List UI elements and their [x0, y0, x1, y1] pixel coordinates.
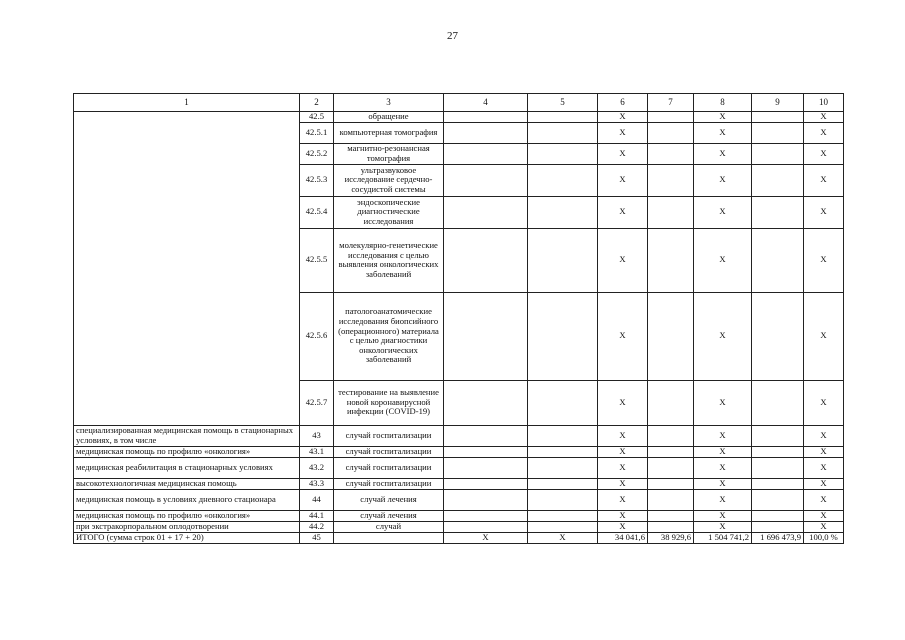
- unit-cell: магнитно-резонансная томография: [334, 143, 444, 164]
- unit-cell: случай: [334, 521, 444, 532]
- value-cell: X: [694, 196, 752, 228]
- table-row: [74, 457, 844, 478]
- value-cell: X: [694, 292, 752, 380]
- value-cell: X: [598, 457, 648, 478]
- value-cell: [444, 446, 528, 457]
- header-row: [74, 94, 844, 112]
- row-label-cell: медицинская помощь по профилю «онкология»: [74, 446, 300, 457]
- row-code-cell: 42.5: [300, 112, 334, 123]
- value-cell: 34 041,6: [598, 532, 648, 543]
- value-cell: [528, 425, 598, 446]
- financial-report-table: [73, 93, 844, 544]
- row-code-cell: 42.5.7: [300, 380, 334, 425]
- row-code-cell: 43.3: [300, 478, 334, 489]
- unit-cell: компьютерная томография: [334, 122, 444, 143]
- table-row: [74, 112, 844, 123]
- unit-cell: случай госпитализации: [334, 446, 444, 457]
- value-cell: [528, 446, 598, 457]
- header-cell: 1: [74, 94, 300, 112]
- value-cell: [752, 228, 804, 292]
- value-cell: [648, 143, 694, 164]
- value-cell: X: [804, 228, 844, 292]
- value-cell: [648, 112, 694, 123]
- value-cell: X: [694, 457, 752, 478]
- value-cell: [528, 228, 598, 292]
- value-cell: X: [694, 228, 752, 292]
- row-code-cell: 42.5.1: [300, 122, 334, 143]
- value-cell: X: [804, 112, 844, 123]
- value-cell: X: [804, 446, 844, 457]
- value-cell: 1 504 741,2: [694, 532, 752, 543]
- table-row: [74, 425, 844, 446]
- unit-cell: обращение: [334, 112, 444, 123]
- value-cell: X: [804, 521, 844, 532]
- value-cell: [444, 380, 528, 425]
- value-cell: [752, 292, 804, 380]
- value-cell: X: [694, 521, 752, 532]
- value-cell: X: [598, 196, 648, 228]
- value-cell: [648, 489, 694, 510]
- unit-cell: случай госпитализации: [334, 425, 444, 446]
- value-cell: [528, 122, 598, 143]
- value-cell: [444, 164, 528, 196]
- value-cell: X: [598, 510, 648, 521]
- value-cell: [752, 478, 804, 489]
- unit-cell: молекулярно-генетические исследования с целью выявления онкологических заболеваний: [334, 228, 444, 292]
- value-cell: [648, 446, 694, 457]
- row-label-cell: ИТОГО (сумма строк 01 + 17 + 20): [74, 532, 300, 543]
- value-cell: X: [598, 380, 648, 425]
- value-cell: [648, 457, 694, 478]
- value-cell: [752, 510, 804, 521]
- value-cell: [528, 292, 598, 380]
- value-cell: [648, 380, 694, 425]
- row-label-cell: медицинская помощь в условиях дневного стационара: [74, 489, 300, 510]
- value-cell: X: [804, 122, 844, 143]
- value-cell: X: [804, 196, 844, 228]
- value-cell: [528, 196, 598, 228]
- row-code-cell: 45: [300, 532, 334, 543]
- value-cell: [528, 112, 598, 123]
- value-cell: [528, 510, 598, 521]
- row-code-cell: 42.5.6: [300, 292, 334, 380]
- value-cell: [444, 489, 528, 510]
- row-label-cell: [74, 112, 300, 426]
- unit-cell: случай госпитализации: [334, 457, 444, 478]
- value-cell: X: [598, 489, 648, 510]
- value-cell: [528, 489, 598, 510]
- value-cell: [648, 521, 694, 532]
- table-row: [74, 489, 844, 510]
- value-cell: X: [804, 292, 844, 380]
- value-cell: [444, 425, 528, 446]
- value-cell: X: [694, 510, 752, 521]
- value-cell: [752, 489, 804, 510]
- value-cell: X: [694, 122, 752, 143]
- value-cell: [752, 425, 804, 446]
- value-cell: X: [804, 489, 844, 510]
- row-code-cell: 44.1: [300, 510, 334, 521]
- value-cell: X: [804, 143, 844, 164]
- value-cell: [444, 478, 528, 489]
- value-cell: [444, 196, 528, 228]
- value-cell: [444, 228, 528, 292]
- value-cell: X: [804, 478, 844, 489]
- value-cell: [648, 292, 694, 380]
- value-cell: X: [598, 425, 648, 446]
- value-cell: [528, 521, 598, 532]
- header-cell: 4: [444, 94, 528, 112]
- header-cell: 2: [300, 94, 334, 112]
- unit-cell: [334, 532, 444, 543]
- row-code-cell: 43.2: [300, 457, 334, 478]
- row-label-cell: медицинская помощь по профилю «онкология»: [74, 510, 300, 521]
- header-cell: 7: [648, 94, 694, 112]
- value-cell: [444, 292, 528, 380]
- row-code-cell: 42.5.3: [300, 164, 334, 196]
- row-code-cell: 43: [300, 425, 334, 446]
- value-cell: X: [598, 228, 648, 292]
- value-cell: X: [444, 532, 528, 543]
- value-cell: [648, 478, 694, 489]
- row-label-cell: специализированная медицинская помощь в стационарных условиях, в том числе: [74, 425, 300, 446]
- value-cell: 38 929,6: [648, 532, 694, 543]
- page-number: 27: [447, 30, 458, 42]
- row-code-cell: 44.2: [300, 521, 334, 532]
- value-cell: [528, 380, 598, 425]
- header-cell: 10: [804, 94, 844, 112]
- value-cell: X: [598, 122, 648, 143]
- value-cell: X: [598, 478, 648, 489]
- row-code-cell: 43.1: [300, 446, 334, 457]
- row-code-cell: 44: [300, 489, 334, 510]
- header-cell: 5: [528, 94, 598, 112]
- value-cell: X: [598, 446, 648, 457]
- value-cell: [444, 457, 528, 478]
- value-cell: [444, 112, 528, 123]
- value-cell: X: [694, 112, 752, 123]
- value-cell: [648, 164, 694, 196]
- value-cell: [752, 143, 804, 164]
- value-cell: X: [598, 164, 648, 196]
- value-cell: [752, 446, 804, 457]
- value-cell: [648, 425, 694, 446]
- table-row: [74, 478, 844, 489]
- table-row: [74, 521, 844, 532]
- value-cell: [752, 521, 804, 532]
- value-cell: [752, 457, 804, 478]
- value-cell: X: [694, 478, 752, 489]
- value-cell: X: [694, 380, 752, 425]
- value-cell: X: [694, 143, 752, 164]
- value-cell: X: [598, 292, 648, 380]
- value-cell: X: [694, 164, 752, 196]
- value-cell: [648, 196, 694, 228]
- value-cell: [444, 510, 528, 521]
- unit-cell: эндоскопические диагностические исследования: [334, 196, 444, 228]
- header-cell: 3: [334, 94, 444, 112]
- value-cell: X: [528, 532, 598, 543]
- unit-cell: ультразвуковое исследование сердечно-сосудистой системы: [334, 164, 444, 196]
- table-row: [74, 510, 844, 521]
- row-code-cell: 42.5.4: [300, 196, 334, 228]
- value-cell: X: [804, 380, 844, 425]
- value-cell: X: [598, 112, 648, 123]
- value-cell: [444, 143, 528, 164]
- value-cell: [648, 228, 694, 292]
- row-code-cell: 42.5.5: [300, 228, 334, 292]
- value-cell: [444, 122, 528, 143]
- value-cell: X: [804, 425, 844, 446]
- value-cell: X: [804, 164, 844, 196]
- value-cell: [648, 510, 694, 521]
- value-cell: [528, 143, 598, 164]
- total-row: [74, 532, 844, 543]
- value-cell: [528, 478, 598, 489]
- header-cell: 9: [752, 94, 804, 112]
- unit-cell: случай лечения: [334, 510, 444, 521]
- value-cell: X: [694, 446, 752, 457]
- value-cell: X: [694, 425, 752, 446]
- value-cell: [528, 164, 598, 196]
- value-cell: [752, 112, 804, 123]
- table-row: [74, 446, 844, 457]
- unit-cell: патологоанатомические исследования биопсийного (операционного) материала с целью диагностики онкологических заболеваний: [334, 292, 444, 380]
- value-cell: 1 696 473,9: [752, 532, 804, 543]
- value-cell: X: [598, 143, 648, 164]
- value-cell: X: [804, 457, 844, 478]
- row-code-cell: 42.5.2: [300, 143, 334, 164]
- unit-cell: случай госпитализации: [334, 478, 444, 489]
- unit-cell: тестирование на выявление новой коронавирусной инфекции (COVID-19): [334, 380, 444, 425]
- value-cell: [752, 380, 804, 425]
- value-cell: [528, 457, 598, 478]
- row-label-cell: медицинская реабилитация в стационарных условиях: [74, 457, 300, 478]
- value-cell: X: [694, 489, 752, 510]
- value-cell: 100,0 %: [804, 532, 844, 543]
- row-label-cell: при экстракорпоральном оплодотворении: [74, 521, 300, 532]
- value-cell: X: [598, 521, 648, 532]
- header-cell: 6: [598, 94, 648, 112]
- unit-cell: случай лечения: [334, 489, 444, 510]
- header-cell: 8: [694, 94, 752, 112]
- value-cell: [444, 521, 528, 532]
- value-cell: [752, 122, 804, 143]
- value-cell: X: [804, 510, 844, 521]
- value-cell: [752, 196, 804, 228]
- value-cell: [648, 122, 694, 143]
- value-cell: [752, 164, 804, 196]
- row-label-cell: высокотехнологичная медицинская помощь: [74, 478, 300, 489]
